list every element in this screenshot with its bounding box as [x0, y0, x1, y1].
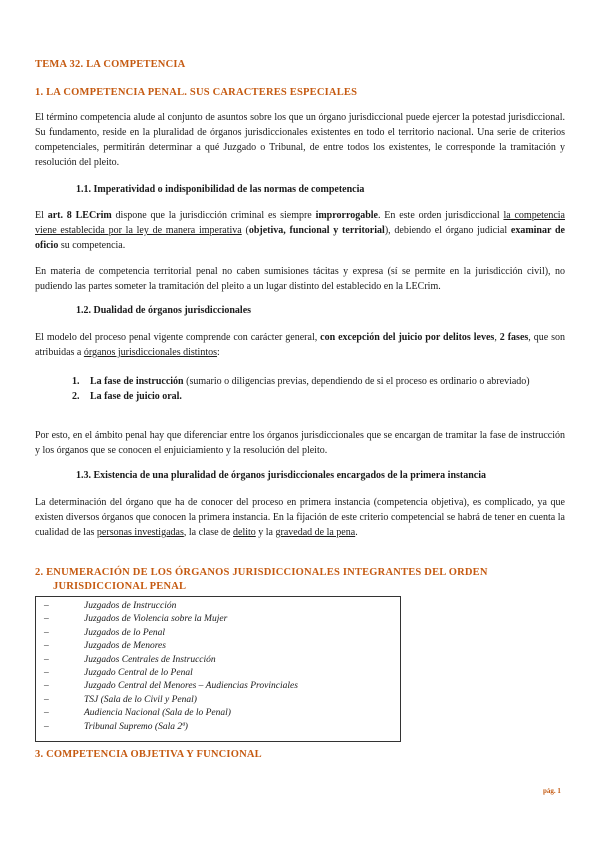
list-item: – Juzgado Central del Menores – Audiencias Provinciales [44, 681, 298, 692]
list-item: – Juzgados de Violencia sobre la Mujer [44, 614, 228, 625]
organs-list-box [35, 596, 401, 742]
section-1-intro: El término competencia alude al conjunto de asuntos sobre los que un órgano jurisdiccional puede ejercer la potestad jurisdiccional. Su fundamento, reside en la pluralidad de órganos jurisdiccionales existentes en todo el territorio nacional. Una serie de criterios competenciales, permitirán determinar a qué Juzgado o Tribunal, de entre todos los existentes, le corresponde la tramitación y resolución del pleito. [35, 112, 565, 168]
subsection-1-1-paragraph-2: En materia de competencia territorial penal no caben sumisiones tácitas y expresa (sí se permite en la jurisdicción civil), no pudiendo las partes someter la tramitación del pleito a un lugar distinto del establecido en la LECrim. [35, 266, 565, 292]
list-item: 2. La fase de juicio oral. [72, 391, 182, 402]
subsection-1-1-paragraph-1: El art. 8 LECrim dispone que la jurisdicción criminal es siempre improrrogable. En este orden jurisdiccional la competencia viene establecida por la ley de manera imperativa (objetiva, funcional y territorial), debiendo el órgano judicial examinar de oficio su competencia. [35, 210, 566, 251]
subsection-1-2-paragraph-1: El modelo del proceso penal vigente comprende con carácter general, con excepción del juicio por delitos leves, 2 fases, que son atribuidas a órganos jurisdiccionales distintos: [35, 332, 566, 358]
subsection-1-2-heading: 1.2. Dualidad de órganos jurisdiccionales [76, 305, 252, 316]
phases-list [72, 375, 562, 404]
list-item: – TSJ (Sala de lo Civil y Penal) [44, 694, 197, 705]
list-item: – Juzgados de Menores [44, 641, 166, 652]
list-item: – Juzgado Central de lo Penal [44, 668, 193, 679]
subsection-1-1-heading: 1.1. Imperatividad o indisponibilidad de las normas de competencia [76, 184, 365, 195]
list-item: – Juzgados de lo Penal [44, 627, 166, 638]
section-2-heading: 2. ENUMERACIÓN DE LOS ÓRGANOS JURISDICCIONALES INTEGRANTES DEL ORDEN JURISDICCIONAL PENAL [35, 567, 488, 592]
subsection-1-3-heading: 1.3. Existencia de una pluralidad de órganos jurisdiccionales encargados de la primera instancia [76, 470, 487, 481]
page-number: pág. 1 [543, 787, 561, 795]
subsection-1-3-paragraph-1: La determinación del órgano que ha de conocer del proceso en primera instancia (competencia objetiva), es complicado, ya que existen diversos órganos que conocen la primera instancia. En la fijación de este criterio competencial se habrá de tener en cuenta la cualidad de las personas investigadas, la clase de delito y la gravedad de la pena. [35, 497, 565, 538]
section-3-heading: 3. COMPETENCIA OBJETIVA Y FUNCIONAL [35, 749, 262, 760]
list-item: – Tribunal Supremo (Sala 2ª) [44, 721, 188, 732]
subsection-1-2-paragraph-2: Por esto, en el ámbito penal hay que diferenciar entre los órganos jurisdiccionales que se encargan de tramitar la fase de instrucción y los órganos que se conocen el enjuiciamiento y la resolución del pleito. [35, 430, 565, 456]
list-item: – Audiencia Nacional (Sala de lo Penal) [44, 708, 231, 719]
list-item: – Juzgados de Instrucción [44, 601, 177, 611]
list-item: – Juzgados Centrales de Instrucción [44, 654, 216, 665]
section-1-heading: 1. LA COMPETENCIA PENAL. SUS CARACTERES ESPECIALES [35, 87, 358, 98]
document-title: TEMA 32. LA COMPETENCIA [35, 59, 186, 70]
list-item: 1. La fase de instrucción (sumario o diligencias previas, dependiendo de si el proceso es ordinario o abreviado) [72, 376, 530, 387]
